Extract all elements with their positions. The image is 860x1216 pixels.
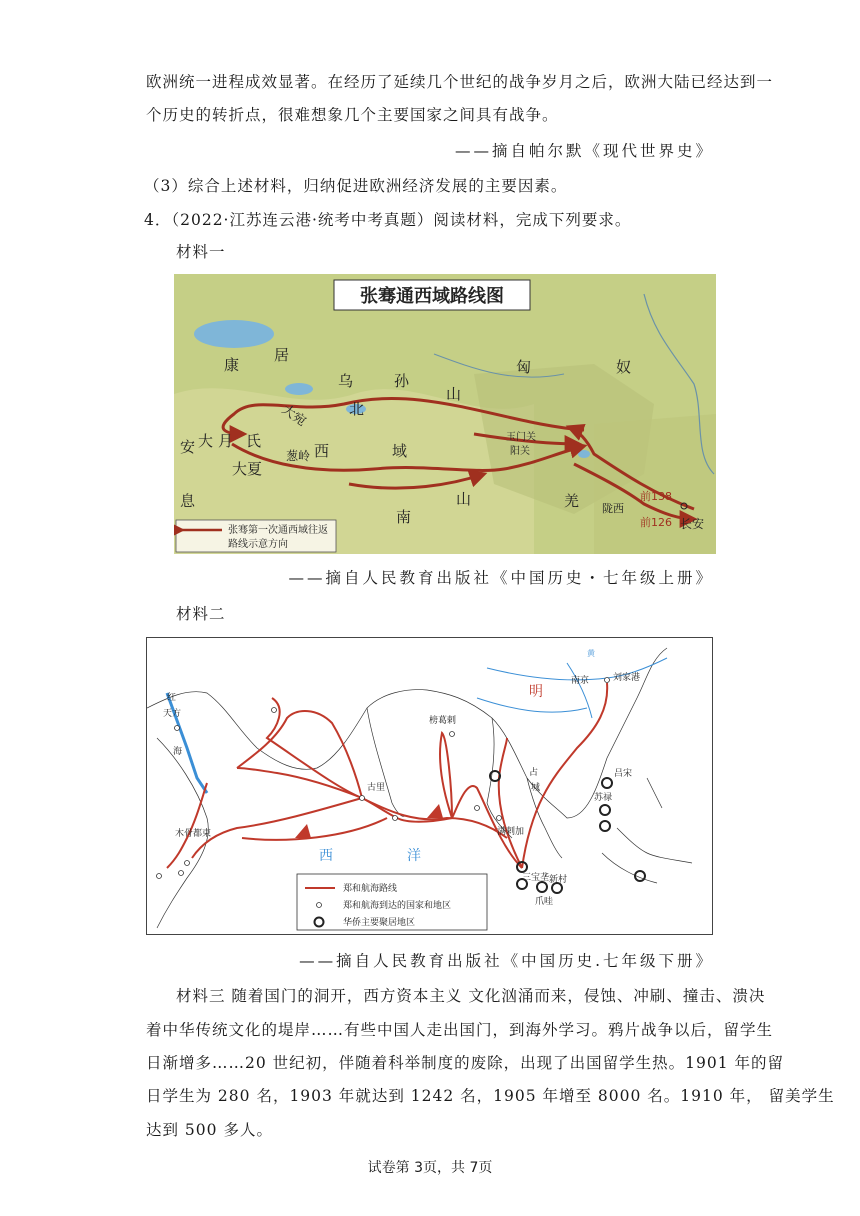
legend-overseas: 华侨主要聚居地区 [343,918,416,928]
source-citation: ——摘自人民教育出版社《中国历史.七年级下册》 [299,952,714,970]
label-qian138: 前138 [640,490,672,503]
source-citation: ——摘自帕尔默《现代世界史》 [454,142,714,160]
label-zhuawa: 爪哇 [535,897,554,907]
label-shi: 氏 [246,432,262,450]
label-lvsong: 吕宋 [614,769,633,779]
label-guli: 古里 [367,783,386,793]
label-nu: 奴 [616,358,632,376]
label-changan: 长安 [680,517,705,531]
label-shan: 山 [446,385,462,403]
label-hai: 海 [173,747,183,757]
label-ming: 明 [529,684,543,700]
label-zhan: 占 [529,768,539,778]
label-xiongnu: 匈 [516,358,532,376]
label-kangju: 康 [224,356,240,374]
material-2-label: 材料二 [176,605,226,623]
label-cheng: 城 [531,783,541,793]
legend-text-1: 张骞第一次通西域往返 [228,525,328,536]
label-yue: 月 [218,432,234,450]
label-hong: 红 [167,693,177,703]
label-nanjing: 南京 [571,676,590,686]
material-3-line: 日学生为 280 名，1903 年就达到 1242 名，1905 年增至 8000 名。1910 年， 留美学生 [146,1087,835,1105]
label-longxi: 陇西 [602,502,624,515]
label-xiyu-yu: 域 [392,442,408,460]
label-mugudushu: 木骨都束 [175,829,212,839]
label-yumenguan: 玉门关 [506,432,536,443]
map-title: 张骞通西域路线图 [360,286,504,307]
question-3: （3）综合上述材料，归纳促进欧洲经济发展的主要因素。 [144,177,568,195]
label-sun: 孙 [394,372,410,390]
label-sanbaolong: 三宝垄 [522,873,550,883]
label-nan: 南 [396,508,412,526]
label-ju: 居 [274,346,290,364]
page-footer: 试卷第 3页，共 7页 [367,1160,493,1176]
label-da: 大 [198,432,214,450]
paragraph-line: 个历史的转折点，很难想象几个主要国家之间具有战争。 [146,106,559,124]
material-1-label: 材料一 [176,243,226,261]
zheng-he-voyage-map [146,637,713,935]
label-congling: 葱岭 [286,449,311,463]
paragraph-line: 欧洲统一进程成效显著。在经历了延续几个世纪的战争岁月之后，欧洲大陆已经达到一 [146,73,774,91]
label-bei: 北 [349,400,365,418]
label-tianfang: 天方 [163,709,182,719]
label-xiyu-xi: 西 [314,442,330,460]
label-xincun: 新村 [549,875,568,885]
material-3-line: 达到 500 多人。 [146,1121,273,1139]
label-bangela: 榜葛剌 [429,716,457,726]
label-yangguan: 阳关 [510,446,530,457]
legend-route: 郑和航海路线 [343,884,398,894]
legend-places: 郑和航海到达的国家和地区 [343,901,452,911]
source-citation: ——摘自人民教育出版社《中国历史・七年级上册》 [288,569,714,587]
label-xi: 息 [180,492,196,510]
label-sulu: 苏禄 [594,793,613,803]
label-qian126: 前126 [640,516,672,529]
label-huang: 黄 [587,649,595,658]
label-shan-2: 山 [456,490,472,508]
zhang-qian-route-map [174,274,716,554]
label-qiang: 羌 [564,492,580,510]
label-wu: 乌 [338,372,354,390]
question-4: 4．（2022·江苏连云港·统考中考真题）阅读材料，完成下列要求。 [144,211,632,229]
label-xi: 西 [319,848,333,864]
label-liujiagang: 刘家港 [613,673,641,683]
material-3-line: 材料三 随着国门的洞开，西方资本主义 文化汹涌而来，侵蚀、冲刷、撞击、溃决 [176,987,766,1005]
material-3-line: 日渐增多……20 世纪初，伴随着科举制度的废除，出现了出国留学生热。1901 年的留 [146,1054,785,1072]
label-daxia: 大夏 [232,460,263,478]
label-manlajia: 满剌加 [497,827,525,837]
label-yang: 洋 [407,848,421,864]
material-3-line: 着中华传统文化的堤岸……有些中国人走出国门，到海外学习。鸦片战争以后，留学生 [146,1021,774,1039]
label-an: 安 [180,438,196,456]
legend-text-2: 路线示意方向 [228,539,288,550]
label-dayuan: 大宛 [278,402,309,430]
